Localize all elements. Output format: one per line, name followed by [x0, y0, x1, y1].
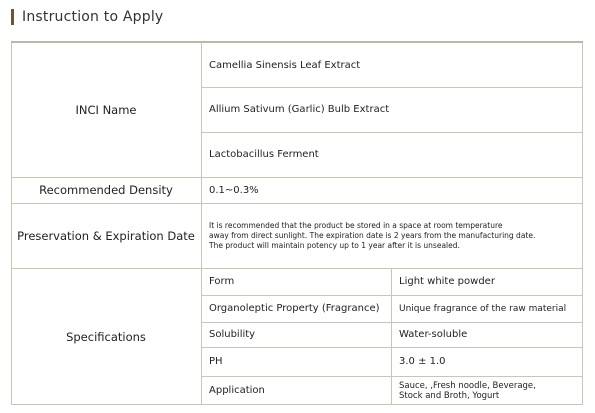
spec-value-ph: 3.0 ± 1.0 [399, 356, 446, 367]
row-divider [11, 268, 583, 269]
spec-value-solubility: Water-soluble [399, 329, 468, 340]
spec-key-ph: PH [209, 356, 223, 367]
density-value: 0.1~0.3% [209, 184, 259, 196]
column-divider [391, 268, 392, 405]
table-left-border [11, 43, 12, 405]
row-divider [11, 177, 583, 178]
row-divider [201, 87, 583, 88]
column-divider [201, 43, 202, 405]
spec-key-form: Form [209, 276, 235, 287]
row-divider [201, 295, 583, 296]
application-line: Stock and Broth, Yogurt [399, 390, 500, 401]
section-header [11, 6, 163, 28]
inci-item: Allium Sativum (Garlic) Bulb Extract [209, 104, 390, 115]
row-divider [11, 203, 583, 204]
table-right-border [582, 43, 583, 405]
specifications-label: Specifications [66, 329, 146, 344]
table-bottom-border [11, 404, 583, 405]
row-divider [201, 132, 583, 133]
spec-key-application: Application [209, 385, 265, 396]
preservation-text [201, 203, 583, 268]
inci-item: Lactobacillus Ferment [209, 149, 319, 160]
preservation-line: It is recommended that the product be stored in a space at room temperature [209, 220, 503, 230]
section-title: Instruction to Apply [22, 9, 164, 25]
spec-key-fragrance: Organoleptic Property (Fragrance) [209, 303, 380, 314]
row-divider [201, 322, 583, 323]
specification-table [11, 41, 583, 405]
inci-item: Camellia Sinensis Leaf Extract [209, 59, 361, 71]
row-divider [201, 347, 583, 348]
header-accent-bar [11, 9, 14, 25]
preservation-label: Preservation & Expiration Date [17, 228, 195, 243]
spec-value-fragrance: Unique fragrance of the raw material [399, 303, 567, 314]
preservation-line: away from direct sunlight. The expiration date is 2 years from the manufacturing date. [209, 230, 536, 240]
spec-value-form: Light white powder [399, 276, 495, 287]
recommended-density-label: Recommended Density [39, 183, 173, 197]
application-line: Sauce, ,Fresh noodle, Beverage, [399, 380, 536, 391]
spec-key-solubility: Solubility [209, 329, 256, 340]
preservation-line: The product will maintain potency up to 1 year after it is unsealed. [209, 240, 460, 250]
spec-value-application [391, 376, 583, 405]
inci-name-label: INCI Name [75, 103, 137, 117]
row-divider [201, 376, 583, 377]
